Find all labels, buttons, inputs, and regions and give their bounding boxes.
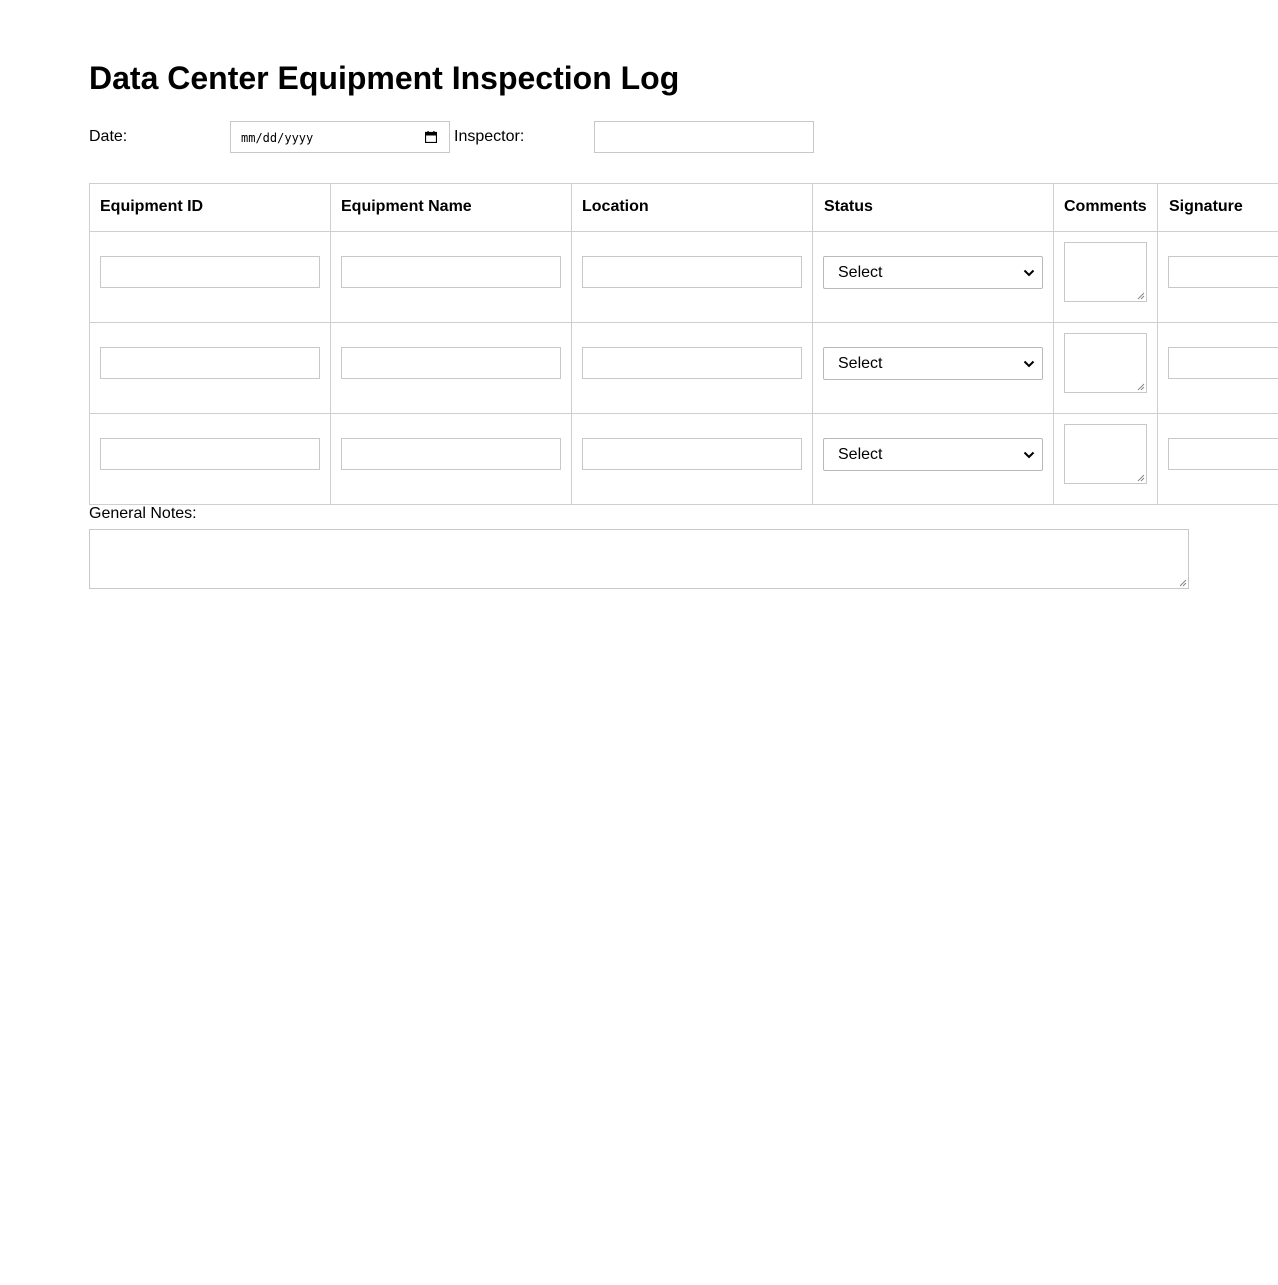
column-header-equipment-id: Equipment ID — [100, 198, 204, 215]
signature-input[interactable] — [1168, 256, 1278, 288]
signature-input[interactable] — [1168, 438, 1278, 470]
resize-grip-icon[interactable] — [1137, 474, 1145, 482]
chevron-down-icon — [1023, 451, 1035, 459]
resize-grip-icon[interactable] — [1137, 292, 1145, 300]
general-notes-label: General Notes: — [89, 505, 197, 522]
chevron-down-icon — [1023, 360, 1035, 368]
column-header-equipment-name: Equipment Name — [341, 198, 472, 215]
equipment-id-input[interactable] — [100, 256, 320, 288]
table-border-bottom — [89, 504, 1278, 505]
table-border-top — [89, 183, 1278, 184]
equipment-name-input[interactable] — [341, 256, 561, 288]
equipment-table — [89, 183, 1278, 505]
chevron-down-icon — [1023, 269, 1035, 277]
page-title: Data Center Equipment Inspection Log — [89, 60, 680, 96]
column-header-signature: Signature — [1169, 198, 1243, 215]
column-header-location: Location — [582, 198, 649, 215]
equipment-name-input[interactable] — [341, 347, 561, 379]
inspector-label: Inspector: — [454, 128, 525, 145]
column-header-status: Status — [824, 198, 873, 215]
comments-textarea[interactable] — [1064, 242, 1147, 302]
comments-textarea[interactable] — [1064, 333, 1147, 393]
table-row-divider — [89, 413, 1278, 414]
table-col-divider — [1053, 183, 1054, 505]
table-col-divider — [330, 183, 331, 505]
resize-grip-icon[interactable] — [1179, 579, 1187, 587]
status-select-value: Select — [838, 355, 883, 372]
equipment-id-input[interactable] — [100, 438, 320, 470]
equipment-name-input[interactable] — [341, 438, 561, 470]
table-col-divider — [571, 183, 572, 505]
calendar-icon[interactable] — [425, 131, 437, 143]
status-select-value: Select — [838, 264, 883, 281]
inspector-input[interactable] — [594, 121, 814, 153]
table-border-left — [89, 183, 90, 505]
date-placeholder: mm/dd/yyyy — [241, 131, 314, 145]
resize-grip-icon[interactable] — [1137, 383, 1145, 391]
comments-textarea[interactable] — [1064, 424, 1147, 484]
status-select-value: Select — [838, 446, 883, 463]
date-input[interactable] — [230, 121, 450, 153]
status-select[interactable] — [823, 438, 1043, 471]
table-row-divider — [89, 231, 1278, 232]
location-input[interactable] — [582, 256, 802, 288]
status-select[interactable] — [823, 347, 1043, 380]
general-notes-textarea[interactable] — [89, 529, 1189, 589]
table-col-divider — [1157, 183, 1158, 505]
table-row-divider — [89, 322, 1278, 323]
equipment-id-input[interactable] — [100, 347, 320, 379]
location-input[interactable] — [582, 438, 802, 470]
column-header-comments: Comments — [1064, 198, 1147, 215]
signature-input[interactable] — [1168, 347, 1278, 379]
location-input[interactable] — [582, 347, 802, 379]
status-select[interactable] — [823, 256, 1043, 289]
date-label: Date: — [89, 128, 128, 145]
table-col-divider — [812, 183, 813, 505]
